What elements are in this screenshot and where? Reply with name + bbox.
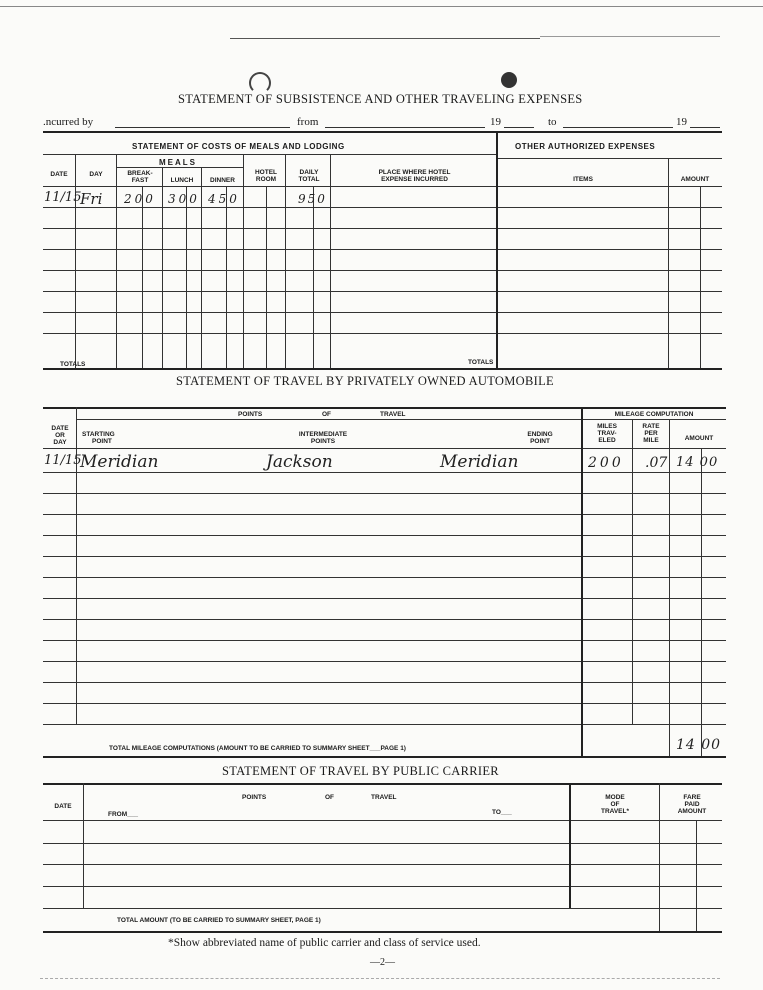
auto-col-date-3: DAY (53, 439, 67, 446)
meals-row1-daily-total: 950 (298, 192, 327, 206)
col-hotel-2: ROOM (255, 176, 277, 183)
auto-col-miles-3: ELED (598, 437, 616, 444)
punch-hole-right (501, 72, 517, 88)
carrier-fare-2: PAID (684, 801, 700, 808)
punch-hole-left (249, 72, 271, 94)
col-day: DAY (89, 171, 103, 178)
year1-label: 19 (490, 116, 501, 128)
year2-label: 19 (676, 116, 687, 128)
auto-col-rate-3: MILE (643, 437, 659, 444)
from-label: from (297, 116, 319, 128)
col-daily-1: DAILY (299, 169, 319, 176)
carrier-mode-3: TRAVEL* (600, 808, 630, 815)
col-items: ITEMS (573, 176, 593, 183)
meals-label: MEALS (159, 158, 197, 167)
carrier-section-title: STATEMENT OF TRAVEL BY PUBLIC CARRIER (222, 764, 499, 778)
col-place-1: PLACE WHERE HOTEL (378, 169, 451, 176)
auto-row1-date: 11/15 (44, 453, 82, 468)
auto-row1-intermediate: Jackson (266, 452, 333, 472)
other-expenses-title: OTHER AUTHORIZED EXPENSES (515, 142, 656, 151)
carrier-col-date: DATE (54, 803, 72, 810)
page-title: STATEMENT OF SUBSISTENCE AND OTHER TRAVELING EXPENSES (178, 92, 583, 106)
carrier-mode-2: OF (610, 801, 620, 808)
auto-col-rate-1: RATE (642, 423, 660, 430)
auto-col-date-2: OR (55, 432, 65, 439)
total-mileage-label: TOTAL MILEAGE COMPUTATIONS (AMOUNT TO BE CARRIED TO SUMMARY SHEET___PAGE 1) (109, 745, 406, 752)
meals-row1-date: 11/15 (44, 190, 82, 205)
meals-row1-day: Fri (80, 190, 103, 208)
carrier-fare-3: AMOUNT (677, 808, 707, 815)
totals-left: TOTALS (60, 361, 86, 368)
auto-col-rate-2: PER (644, 430, 658, 437)
col-amount: AMOUNT (680, 176, 710, 183)
auto-col-inter-1: INTERMEDIATE (298, 431, 348, 438)
meals-section-title: STATEMENT OF COSTS OF MEALS AND LODGING (132, 142, 345, 151)
to-label: to (548, 116, 557, 128)
mileage-computation-title: MILEAGE COMPUTATION (614, 411, 694, 418)
col-breakfast-1: BREAK- (127, 170, 153, 177)
auto-section-title: STATEMENT OF TRAVEL BY PRIVATELY OWNED AUTOMOBILE (176, 374, 554, 388)
carrier-to-label: TO___ (492, 809, 512, 816)
auto-col-inter-2: POINTS (310, 438, 336, 445)
carrier-total-label: TOTAL AMOUNT (TO BE CARRIED TO SUMMARY SHEET, PAGE 1) (117, 917, 321, 924)
carrier-points-1: POINTS (242, 794, 267, 801)
meals-row1-lunch: 300 (168, 192, 200, 206)
auto-row1-start: Meridian (80, 452, 159, 472)
carrier-from-label: FROM___ (108, 811, 138, 818)
auto-row1-rate: .07 (645, 455, 668, 471)
auto-col-date-1: DATE (51, 425, 69, 432)
auto-row1-end: Meridian (440, 452, 519, 472)
auto-col-miles-2: TRAV- (597, 430, 617, 437)
footnote: *Show abbreviated name of public carrier and class of service used. (168, 937, 481, 949)
totals-right: TOTALS (468, 359, 494, 366)
auto-row1-miles: 200 (588, 455, 624, 471)
page-number: —2— (370, 957, 395, 968)
auto-col-amount: AMOUNT (684, 435, 714, 442)
auto-col-start-1: STARTING (82, 431, 115, 438)
col-place-2: EXPENSE INCURRED (381, 176, 448, 183)
incurred-by-label: .ncurred by (43, 116, 94, 128)
carrier-points-2: OF (325, 794, 335, 801)
auto-points-2: OF (322, 411, 332, 418)
carrier-fare-1: FARE (683, 794, 701, 801)
col-breakfast-2: FAST (131, 177, 149, 184)
auto-col-miles-1: MILES (597, 423, 617, 430)
meals-row1-dinner: 450 (208, 192, 240, 206)
auto-col-end-1: ENDING (527, 431, 553, 438)
col-dinner: DINNER (210, 177, 235, 184)
total-mileage-value: 14 00 (676, 737, 722, 753)
auto-col-end-2: POINT (530, 438, 550, 445)
auto-points-1: POINTS (238, 411, 263, 418)
auto-row1-amount: 14 00 (676, 455, 719, 470)
col-daily-2: TOTAL (298, 176, 320, 183)
col-date: DATE (50, 171, 68, 178)
auto-points-3: TRAVEL (380, 411, 406, 418)
auto-col-start-2: POINT (92, 438, 112, 445)
meals-row1-breakfast: 200 (124, 192, 156, 206)
col-lunch: LUNCH (170, 177, 194, 184)
carrier-points-3: TRAVEL (371, 794, 397, 801)
carrier-mode-1: MODE (605, 794, 625, 801)
col-hotel-1: HOTEL (254, 169, 278, 176)
